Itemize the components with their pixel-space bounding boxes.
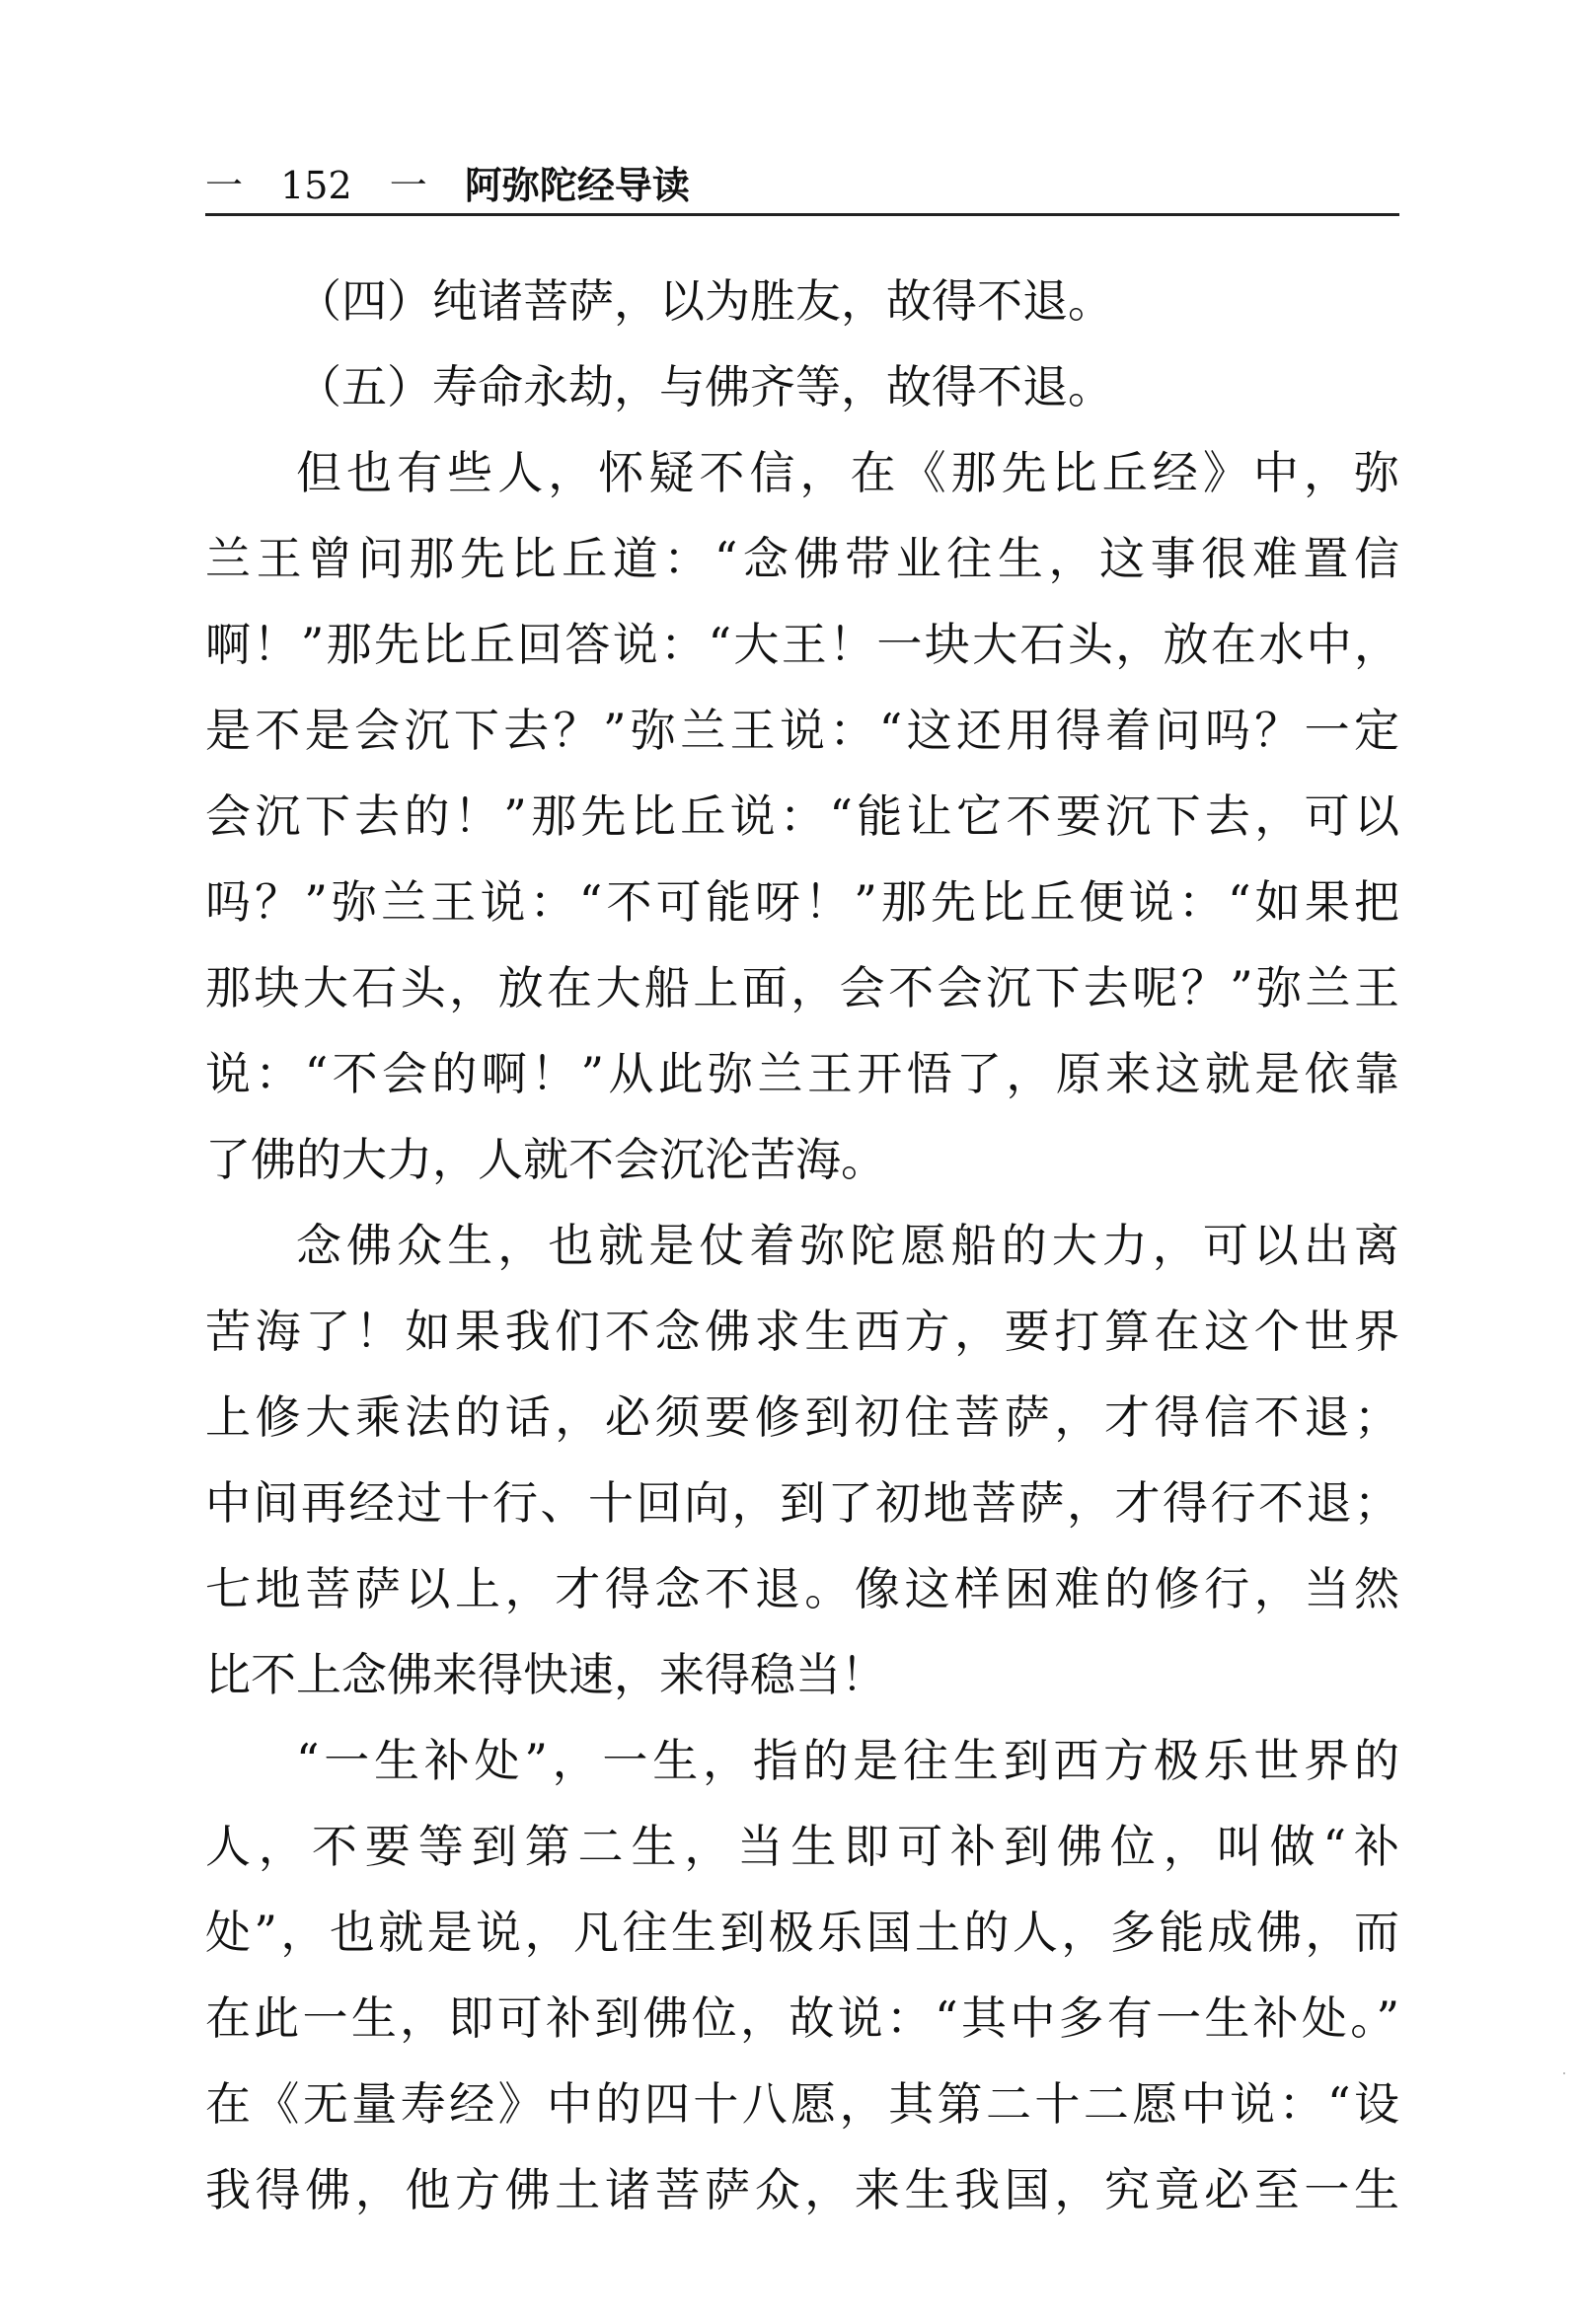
text-line: 在此一生，即可补到佛位，故说：“其中多有一生补处。” xyxy=(205,1991,1399,2045)
text-line: （五）寿命永劫，与佛齐等，故得不退。 xyxy=(296,360,1113,413)
running-header xyxy=(205,158,1399,216)
text-line: 兰王曾问那先比丘道：“念佛带业往生，这事很难置信 xyxy=(205,532,1399,585)
text-line: 念佛众生，也就是仗着弥陀愿船的大力，可以出离 xyxy=(296,1219,1399,1272)
text-line: 啊！”那先比丘回答说：“大王！一块大石头，放在水中， xyxy=(205,618,1399,671)
text-line: 那块大石头，放在大船上面，会不会沉下去呢？”弥兰王 xyxy=(205,961,1399,1014)
header-dash-left: 一 xyxy=(205,164,244,207)
body-text xyxy=(205,259,1399,2233)
header-dash-right: 一 xyxy=(389,164,427,207)
text-line: 比不上念佛来得快速，来得稳当！ xyxy=(205,1648,886,1701)
text-line: “一生补处”，一生，指的是往生到西方极乐世界的 xyxy=(296,1734,1399,1787)
book-title: 阿弥陀经导读 xyxy=(464,163,690,207)
text-line: 说：“不会的啊！”从此弥兰王开悟了，原来这就是依靠 xyxy=(205,1047,1399,1100)
scan-speck xyxy=(1563,2072,1565,2074)
text-line: 在《无量寿经》中的四十八愿，其第二十二愿中说：“设 xyxy=(205,2077,1399,2131)
text-line: 会沉下去的！”那先比丘说：“能让它不要沉下去，可以 xyxy=(205,789,1399,843)
text-line: 我得佛，他方佛土诸菩萨众，来生我国，究竟必至一生 xyxy=(205,2163,1399,2216)
text-line: 人，不要等到第二生，当生即可补到佛位，叫做“补 xyxy=(205,1820,1399,1873)
text-line: 苦海了！如果我们不念佛求生西方，要打算在这个世界 xyxy=(205,1305,1399,1358)
text-line: 了佛的大力，人就不会沉沦苦海。 xyxy=(205,1133,886,1186)
text-line: 处”，也就是说，凡往生到极乐国土的人，多能成佛，而 xyxy=(205,1906,1399,1959)
text-line: 吗？”弥兰王说：“不可能呀！”那先比丘便说：“如果把 xyxy=(205,875,1399,929)
text-line: 上修大乘法的话，必须要修到初住菩萨，才得信不退； xyxy=(205,1390,1399,1444)
text-line: （四）纯诸菩萨，以为胜友，故得不退。 xyxy=(296,274,1113,328)
text-line: 但也有些人，怀疑不信，在《那先比丘经》中，弥 xyxy=(296,446,1399,499)
page-number: 152 xyxy=(280,164,352,207)
text-line: 是不是会沉下去？”弥兰王说：“这还用得着问吗？一定 xyxy=(205,704,1399,757)
text-line: 七地菩萨以上，才得念不退。像这样困难的修行，当然 xyxy=(205,1562,1399,1615)
text-line: 中间再经过十行、十回向，到了初地菩萨，才得行不退； xyxy=(205,1476,1399,1530)
